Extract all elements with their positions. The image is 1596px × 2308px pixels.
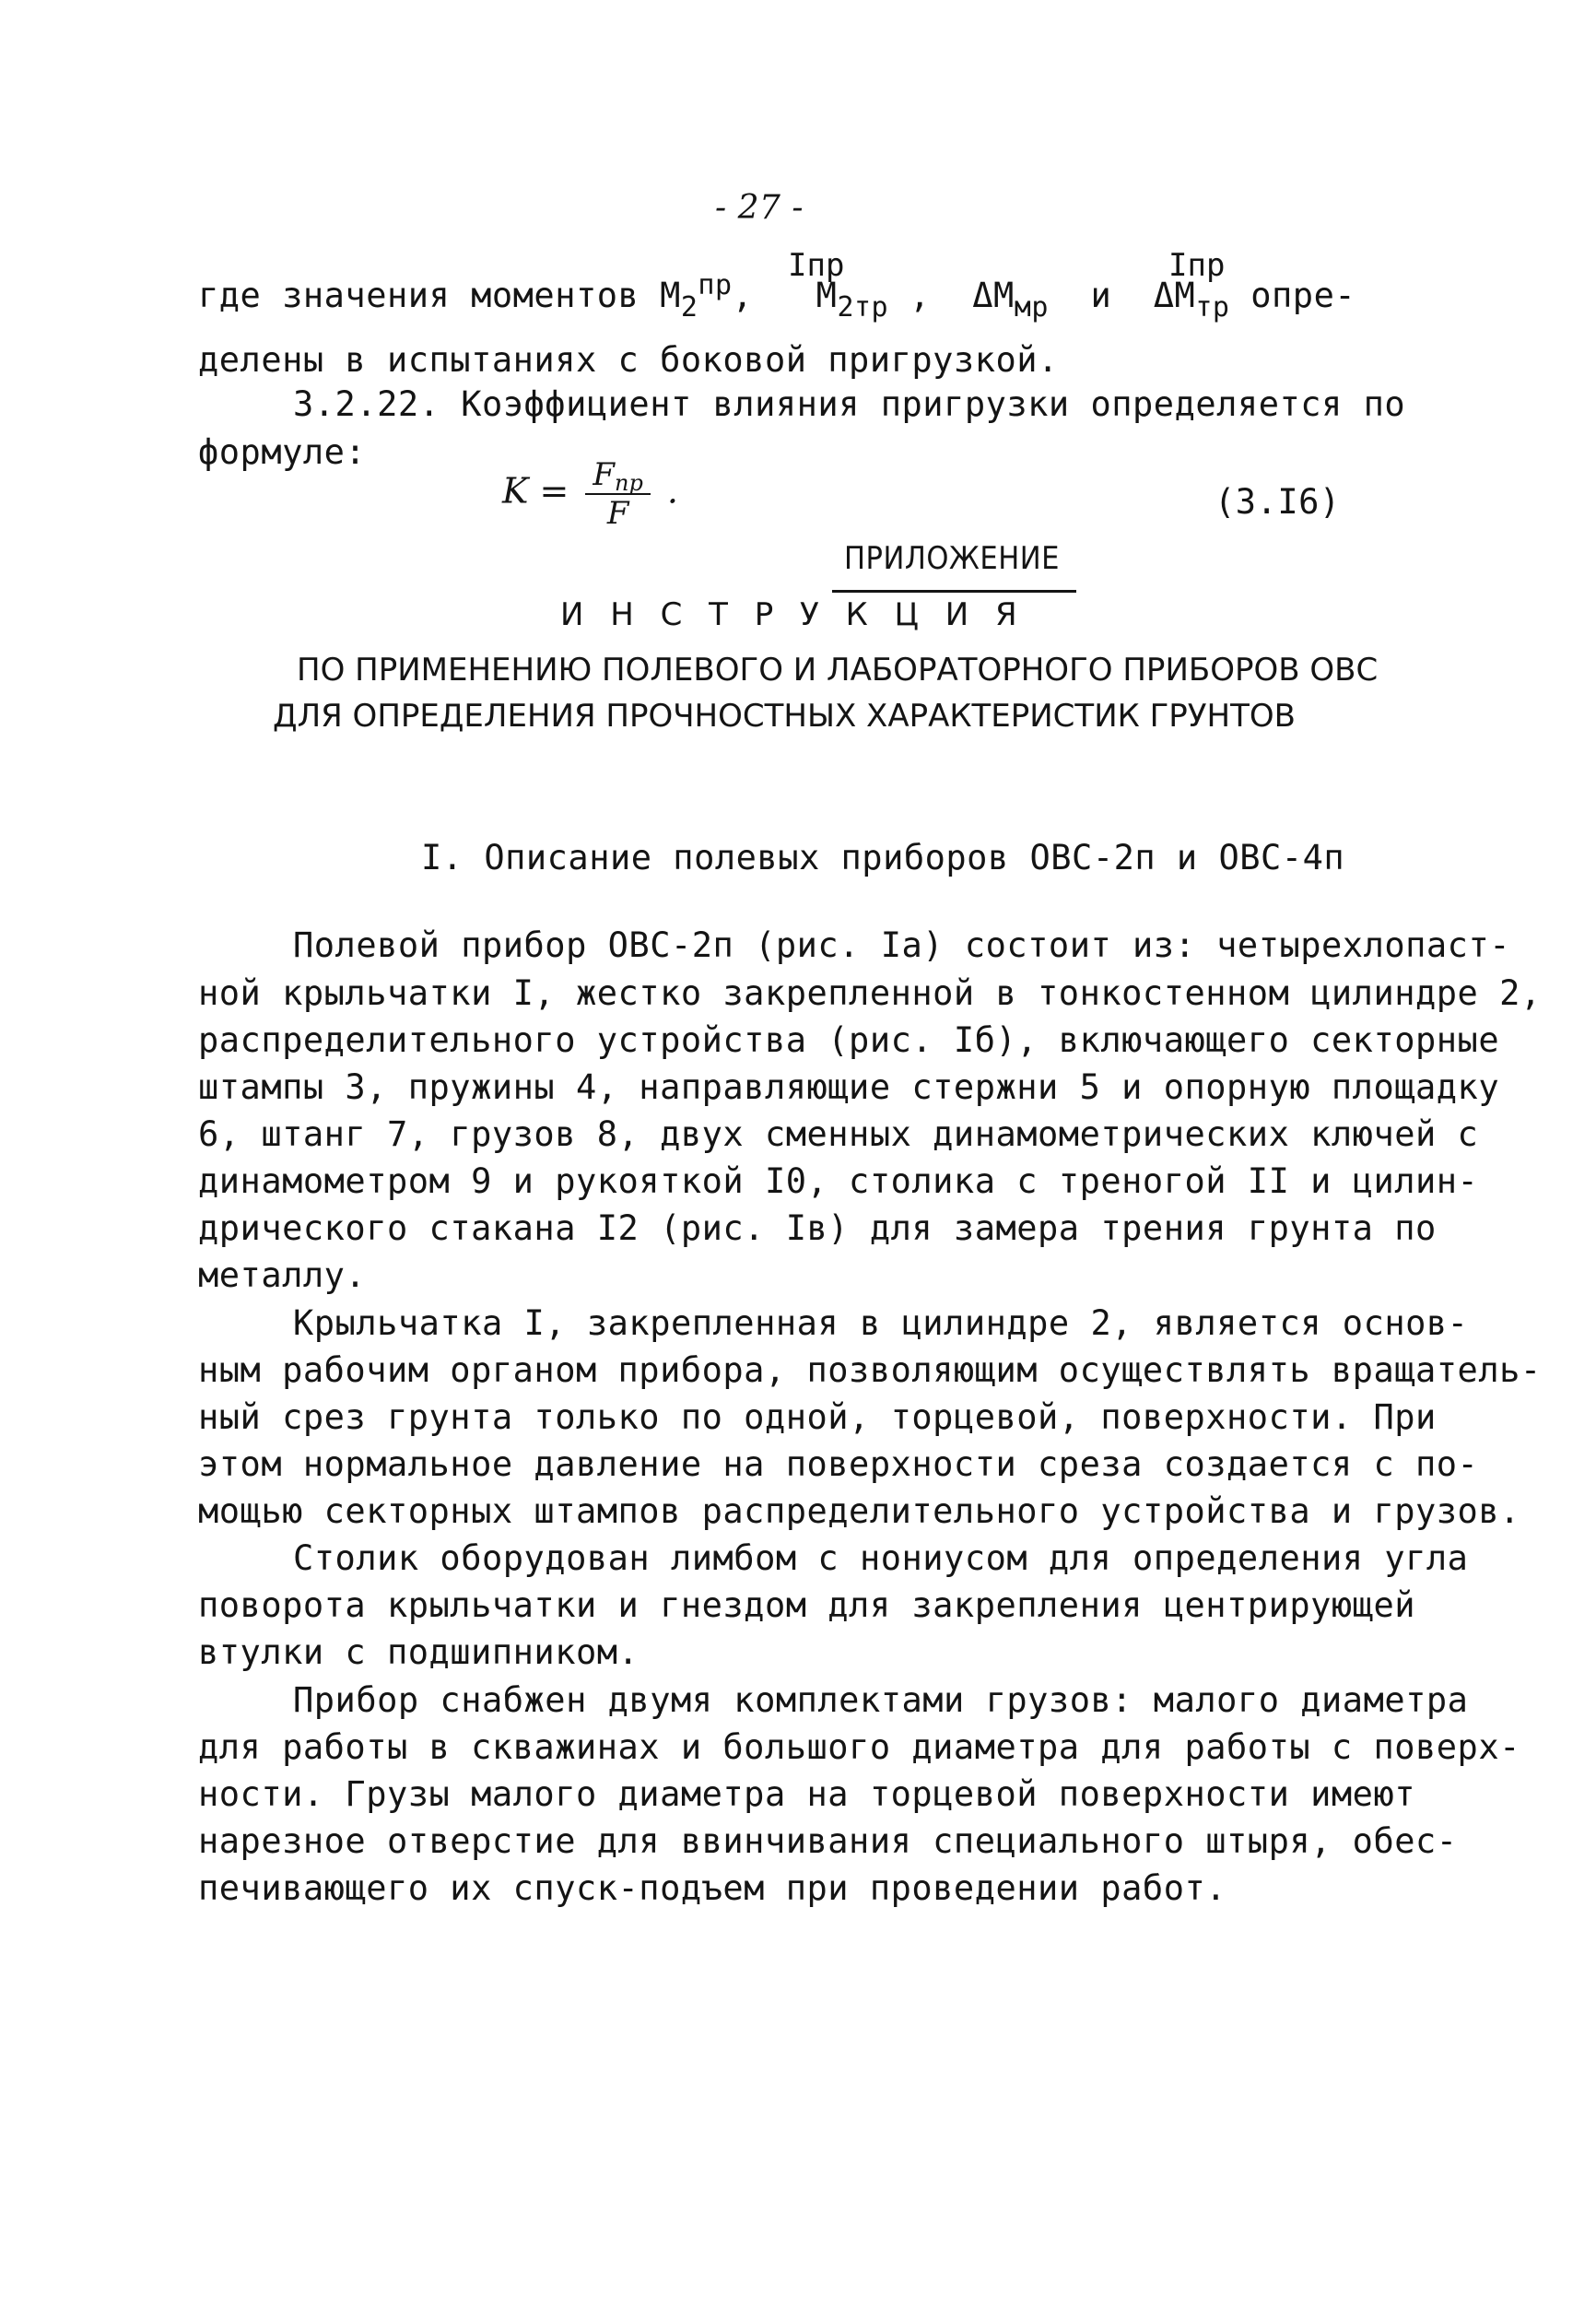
formula-numerator [585,456,650,495]
formula-denominator: F [606,495,629,532]
subscript-2: 2 [680,291,698,324]
paragraph-moments-line-2: делены в испытаниях с боковой пригрузкой. [198,340,1059,380]
body-line: 6, штанг 7, грузов 8, двух сменных динамометрических ключей с [198,1114,1479,1154]
formula [502,456,678,532]
body-line: ности. Грузы малого диаметра на торцевой поверхности имеют [198,1774,1416,1814]
body-line: ный срез грунта только по одной, торцевой, поверхности. При [198,1397,1437,1437]
appendix-label: ПРИЛОЖЕНИЕ [844,540,1060,577]
formula-lhs: K = [502,470,569,512]
formula-numerator-subscript: пр [615,470,643,496]
section-heading: I. Описание полевых приборов ОВС-2п и ОВС-4п [421,838,1345,877]
body-line: печивающего их спуск-подъем при проведении работ. [198,1868,1227,1908]
body-line: динамометром 9 и рукояткой I0, столика с треногой II и цилин- [198,1161,1479,1201]
superscript-pr: пр [698,269,733,301]
body-line: металлу. [198,1255,367,1295]
text-segment: , М [732,276,838,315]
instruction-title: И Н С Т Р У К Ц И Я [560,596,1026,633]
paragraph-moments-line-1 [198,269,1356,324]
instruction-subtitle-line-2: ДЛЯ ОПРЕДЕЛЕНИЯ ПРОЧНОСТНЫХ ХАРАКТЕРИСТИК ГРУНТОВ [273,698,1296,735]
appendix-underline [832,590,1076,593]
body-line: Прибор снабжен двумя комплектами грузов: малого диаметра [293,1680,1469,1720]
equation-number: (3.I6) [1215,482,1341,522]
clause-line-1: 3.2.22. Коэффициент влияния пригрузки определяется по [293,384,1406,424]
subscript-tr: тр [1195,291,1230,324]
subscript-2tr: 2тр [837,291,889,324]
body-line: ным рабочим органом прибора, позволяющим осуществлять вращатель- [198,1350,1542,1390]
clause-line-2: формуле: [198,432,367,472]
formula-numerator-symbol: F [593,456,615,493]
superscript-1pr-a: Iпр [788,247,845,284]
body-line: мощью секторных штампов распределительного устройства и грузов. [198,1491,1520,1531]
body-line: втулки с подшипником. [198,1632,640,1672]
page-number: - 27 - [715,189,804,227]
body-line: Столик оборудован лимбом с нониусом для определения угла [293,1538,1469,1578]
text-segment: и ΔМ [1048,276,1196,315]
body-line: нарезное отверстие для ввинчивания специального штыря, обес- [198,1821,1458,1861]
subscript-mr: мр [1014,291,1049,324]
superscript-1pr-b: Iпр [1168,247,1226,284]
formula-fraction [585,456,650,532]
text-segment: где значения моментов М [198,276,681,315]
text-segment: опре- [1229,276,1356,315]
body-line: ной крыльчатки I, жестко закрепленной в тонкостенном цилиндре 2, [198,973,1542,1013]
instruction-subtitle-line-1: ПО ПРИМЕНЕНИЮ ПОЛЕВОГО И ЛАБОРАТОРНОГО ПРИБОРОВ ОВС [297,652,1379,689]
body-line: распределительного устройства (рис. Iб), включающего секторные [198,1020,1500,1060]
body-line: этом нормальное давление на поверхности среза создается с по- [198,1444,1479,1484]
body-line: Полевой прибор ОВС-2п (рис. Iа) состоит из: четырехлопаст- [293,925,1511,965]
body-line: Крыльчатка I, закрепленная в цилиндре 2, является основ- [293,1303,1469,1343]
body-line: дрического стакана I2 (рис. Iв) для замера трения грунта по [198,1208,1437,1248]
text-segment: , ΔМ [888,276,1015,315]
body-line: для работы в скважинах и большого диаметра для работы с поверх- [198,1727,1520,1767]
body-line: поворота крыльчатки и гнездом для закрепления центрирующей [198,1585,1416,1625]
formula-tail: . [666,470,679,512]
body-line: штампы 3, пружины 4, направляющие стержни 5 и опорную площадку [198,1067,1500,1107]
